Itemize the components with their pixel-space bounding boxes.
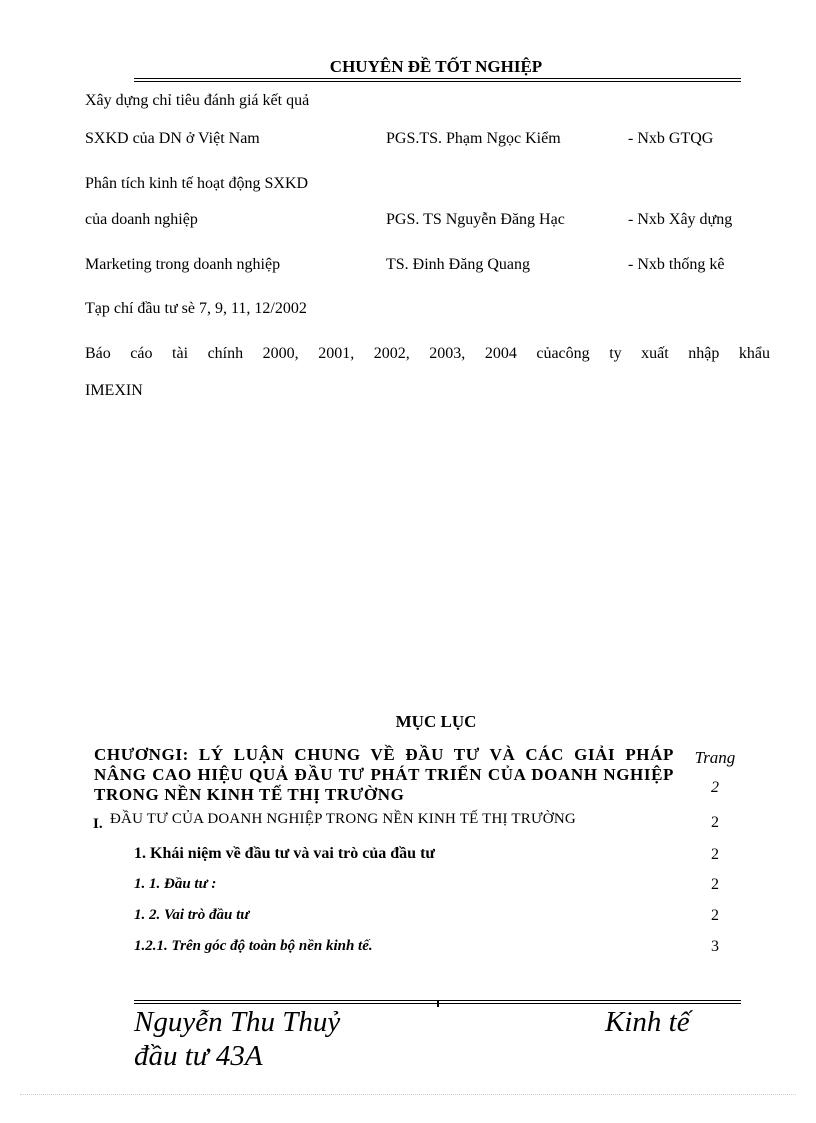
reference-title: IMEXIN [85,382,143,399]
reference-title: Phân tích kinh tế hoạt động SXKD [85,175,309,192]
toc-section-title[interactable]: ĐẦU TƯ CỦA DOANH NGHIỆP TRONG NỀN KINH TẾ THỊ TRƯỜNG [110,811,576,827]
reference-author: PGS.TS. Phạm Ngọc Kiểm [386,130,561,147]
toc-title: MỤC LỤC [395,712,477,731]
reference-title: của doanh nghiệp [85,211,198,228]
reference-title: Tạp chí đầu tư sè 7, 9, 11, 12/2002 [85,300,307,317]
toc-item[interactable]: 1. 1. Đầu tư : [134,876,217,892]
footer-class: đầu tư 43A [134,1040,263,1072]
reference-title: SXKD của DN ở Việt Nam [85,130,260,147]
toc-item-page: 2 [711,876,719,893]
toc-section-number: I. [93,816,103,832]
footer-rule-tick [437,1000,439,1007]
reference-title: Xây dựng chỉ tiêu đánh giá kết quả [85,92,310,109]
reference-title: Marketing trong doanh nghiệp [85,256,281,273]
header-rule [134,78,741,82]
reference-publisher: - Nxb GTQG [628,130,714,147]
page-bottom-edge [20,1094,796,1095]
toc-item[interactable]: 1.2.1. Trên góc độ toàn bộ nền kinh tế. [134,938,373,954]
toc-item-page: 2 [711,846,719,863]
toc-item[interactable]: 1. Khái niệm về đầu tư và vai trò của đầu tư [134,845,435,862]
footer-department: Kinh tế [605,1006,690,1038]
toc-section-page: 2 [711,814,719,831]
toc-item-page: 2 [711,907,719,924]
reference-author: TS. Đinh Đăng Quang [386,256,530,273]
footer-author: Nguyễn Thu Thuỷ [134,1006,341,1038]
toc-chapter-title[interactable]: CHƯƠNGI: LÝ LUẬN CHUNG VỀ ĐẦU TƯ VÀ CÁC GIẢI PHÁP NÂNG CAO HIỆU QUẢ ĐẦU TƯ PHÁT TRIỂN CỦA DOANH NGHIỆP TRONG NỀN KINH TẾ THỊ TRƯỜNG [94,745,674,804]
page-header-title: CHUYÊN ĐỀ TỐT NGHIỆP [329,57,543,76]
toc-page-header: Trang [694,748,736,767]
toc-item-page: 3 [711,938,719,955]
toc-item[interactable]: 1. 2. Vai trò đầu tư [134,907,250,923]
reference-author: PGS. TS Nguyễn Đăng Hạc [386,211,565,228]
reference-publisher: - Nxb thống kê [628,256,725,273]
reference-publisher: - Nxb Xây dựng [628,211,733,228]
toc-chapter-page: 2 [711,779,719,796]
reference-title: Báo cáo tài chính 2000, 2001, 2002, 2003, 2004 củacông ty xuất nhập khẩu [85,345,770,362]
